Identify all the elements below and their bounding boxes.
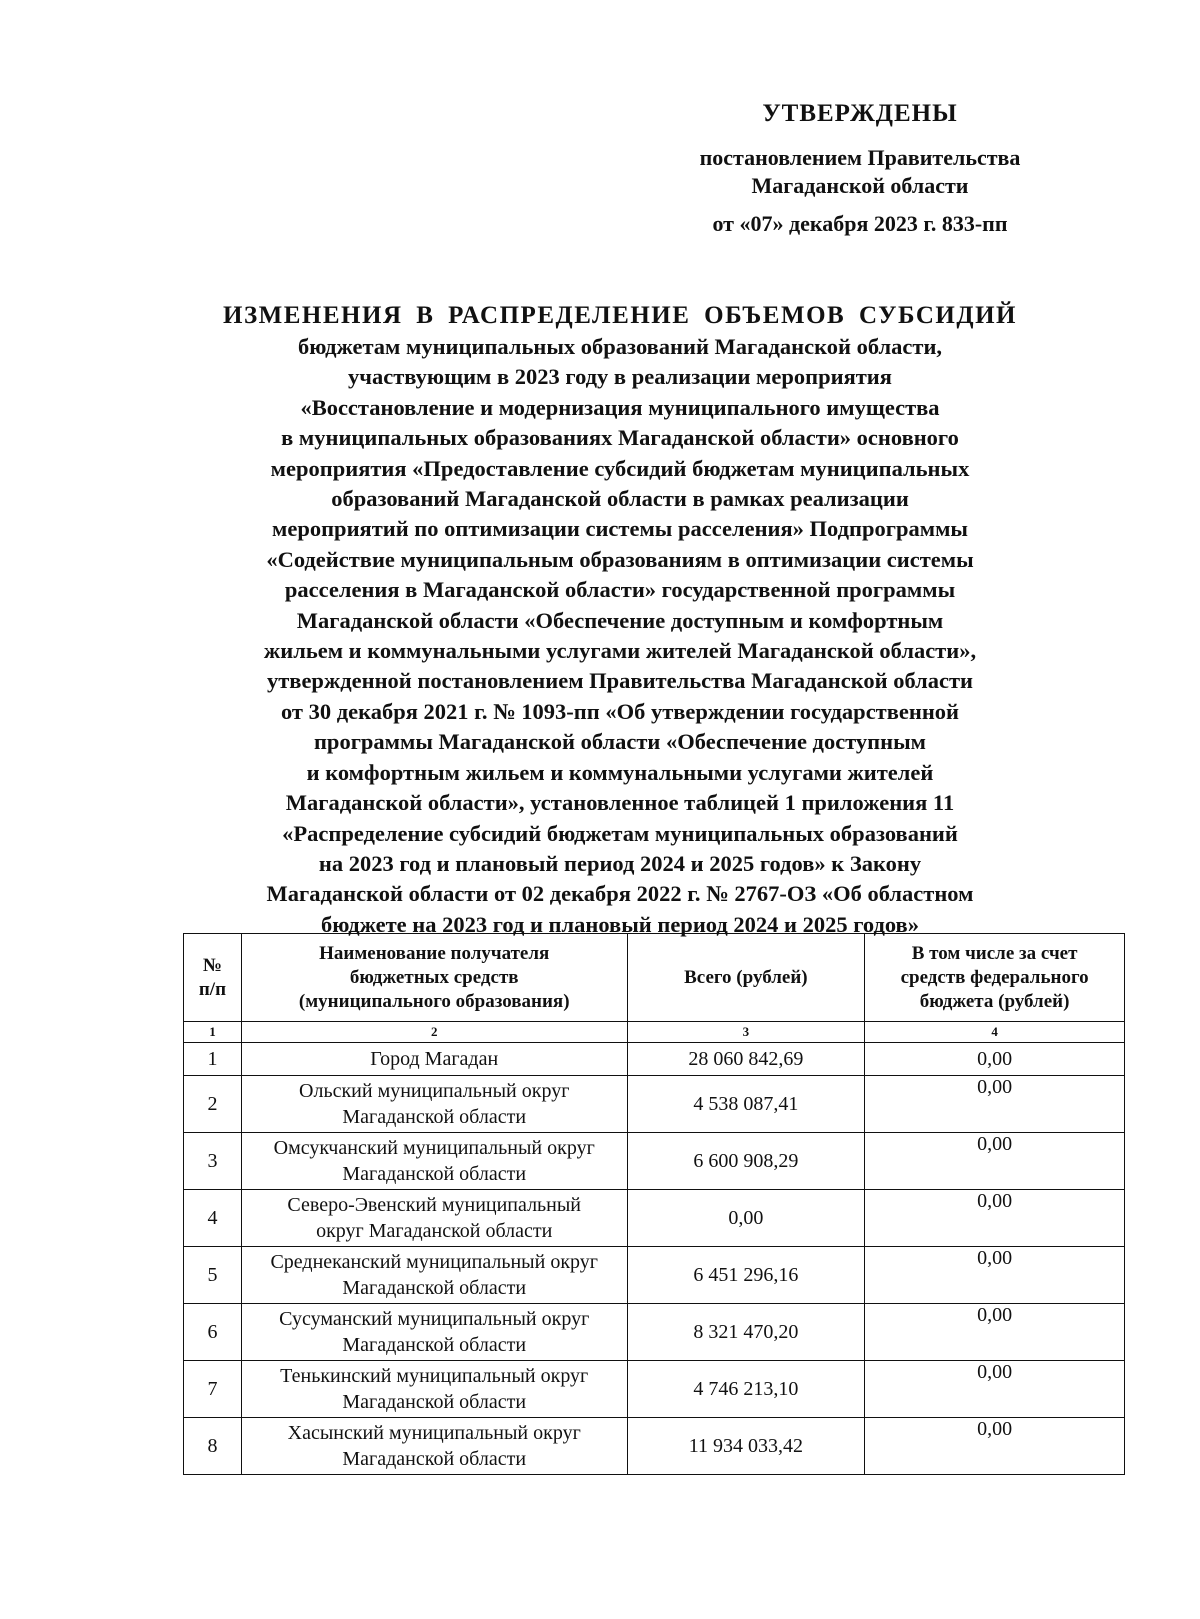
recipient-name-line: Магаданской области — [342, 1106, 527, 1128]
recipient-name-line: Магаданской области — [342, 1448, 527, 1470]
column-number: 1 — [184, 1022, 242, 1043]
subheading-line: Магаданской области от 02 декабря 2022 г. № 2767-ОЗ «Об областном — [266, 881, 974, 907]
recipient-name — [241, 1247, 627, 1304]
row-number: 6 — [184, 1304, 242, 1361]
recipient-name-line: Магаданской области — [342, 1391, 527, 1413]
table-row — [184, 1304, 1125, 1361]
recipient-name-line: Магаданской области — [342, 1163, 527, 1185]
recipient-name — [241, 1043, 627, 1076]
federal-amount: 0,00 — [865, 1247, 1125, 1304]
row-number: 3 — [184, 1133, 242, 1190]
table-row — [184, 1361, 1125, 1418]
subheading-line: участвующим в 2023 году в реализации мероприятия — [348, 364, 892, 390]
row-number: 2 — [184, 1076, 242, 1133]
total-amount: 8 321 470,20 — [627, 1304, 865, 1361]
recipient-name-line: Северо-Эвенский муниципальный — [287, 1194, 582, 1216]
document-subheading — [190, 332, 1050, 940]
subheading-line: «Содействие муниципальным образованиям в оптимизации системы — [266, 546, 974, 572]
federal-amount: 0,00 — [865, 1076, 1125, 1133]
federal-amount: 0,00 — [865, 1190, 1125, 1247]
recipient-name — [241, 1361, 627, 1418]
approval-date: от «07» декабря 2023 г. 833-пп — [712, 211, 1008, 236]
recipient-name — [241, 1190, 627, 1247]
recipient-name-line: Омсукчанский муниципальный округ — [273, 1137, 595, 1159]
recipient-name-line: Магаданской области — [342, 1277, 527, 1299]
total-amount: 4 538 087,41 — [627, 1076, 865, 1133]
subheading-line: от 30 декабря 2021 г. № 1093-пп «Об утверждении государственной — [280, 698, 960, 724]
table-row — [184, 1076, 1125, 1133]
subheading-line: Магаданской области», установленное таблицей 1 приложения 11 — [285, 790, 955, 816]
total-amount: 6 600 908,29 — [627, 1133, 865, 1190]
recipient-name-line: Среднеканский муниципальный округ — [270, 1251, 598, 1273]
header-total: Всего (рублей) — [627, 934, 865, 1022]
header-federal: В том числе за счет средств федерального бюджета (рублей) — [865, 934, 1125, 1022]
approval-line-2: Магаданской области — [751, 173, 969, 198]
subheading-line: бюджете на 2023 год и плановый период 2024 и 2025 годов» — [321, 911, 919, 937]
header-num: № п/п — [184, 934, 242, 1022]
total-amount: 0,00 — [627, 1190, 865, 1247]
row-number: 1 — [184, 1043, 242, 1076]
column-number-row — [184, 1022, 1125, 1043]
subheading-line: утвержденной постановлением Правительства Магаданской области — [266, 668, 974, 694]
recipient-name — [241, 1304, 627, 1361]
total-amount: 11 934 033,42 — [627, 1418, 865, 1475]
subheading-line: «Распределение субсидий бюджетам муниципальных образований — [282, 820, 958, 846]
subheading-line: «Восстановление и модернизация муниципального имущества — [300, 394, 940, 420]
header-name: Наименование получателя бюджетных средств (муниципального образования) — [241, 934, 627, 1022]
table-body — [184, 1043, 1125, 1475]
federal-amount: 0,00 — [865, 1304, 1125, 1361]
column-number: 2 — [241, 1022, 627, 1043]
subheading-line: и комфортным жильем и коммунальными услугами жителей — [306, 759, 934, 785]
total-amount: 4 746 213,10 — [627, 1361, 865, 1418]
recipient-name-line: Тенькинский муниципальный округ — [280, 1365, 589, 1387]
row-number: 7 — [184, 1361, 242, 1418]
table-row — [184, 1418, 1125, 1475]
recipient-name — [241, 1418, 627, 1475]
subheading-line: Магаданской области «Обеспечение доступным и комфортным — [296, 607, 944, 633]
row-number: 5 — [184, 1247, 242, 1304]
row-number: 8 — [184, 1418, 242, 1475]
subheading-line: образований Магаданской области в рамках реализации — [331, 486, 909, 512]
recipient-name-line: округ Магаданской области — [316, 1220, 553, 1242]
subheading-line: расселения в Магаданской области» государственной программы — [284, 577, 956, 603]
recipient-name-line: Город Магадан — [370, 1048, 499, 1070]
approval-block — [640, 100, 1080, 238]
table-header-row — [184, 934, 1125, 1022]
subheading-line: на 2023 год и плановый период 2024 и 2025 годов» к Закону — [318, 850, 922, 876]
table-row — [184, 1043, 1125, 1076]
federal-amount: 0,00 — [865, 1043, 1125, 1076]
subheading-line: бюджетам муниципальных образований Магаданской области, — [297, 334, 943, 359]
approval-title: УТВЕРЖДЕНЫ — [762, 100, 958, 127]
subsidies-table — [183, 933, 1125, 1475]
recipient-name-line: Хасынский муниципальный округ — [287, 1422, 581, 1444]
federal-amount: 0,00 — [865, 1418, 1125, 1475]
recipient-name-line: Сусуманский муниципальный округ — [279, 1308, 590, 1330]
recipient-name-line: Магаданской области — [342, 1334, 527, 1356]
subheading-line: программы Магаданской области «Обеспечение доступным — [313, 729, 927, 755]
table-row — [184, 1190, 1125, 1247]
approval-line-1: постановлением Правительства — [699, 145, 1021, 170]
federal-amount: 0,00 — [865, 1133, 1125, 1190]
subheading-line: мероприятий по оптимизации системы расселения» Подпрограммы — [272, 516, 968, 542]
subheading-line: жильем и коммунальными услугами жителей Магаданской области», — [263, 638, 977, 664]
table-row — [184, 1133, 1125, 1190]
table-row — [184, 1247, 1125, 1304]
recipient-name — [241, 1076, 627, 1133]
recipient-name-line: Ольский муниципальный округ — [299, 1080, 570, 1102]
federal-amount: 0,00 — [865, 1361, 1125, 1418]
column-number: 3 — [627, 1022, 865, 1043]
document-heading: ИЗМЕНЕНИЯ В РАСПРЕДЕЛЕНИЕ ОБЪЕМОВ СУБСИДИЙ — [223, 302, 1017, 329]
row-number: 4 — [184, 1190, 242, 1247]
column-number: 4 — [865, 1022, 1125, 1043]
total-amount: 6 451 296,16 — [627, 1247, 865, 1304]
subheading-line: мероприятия «Предоставление субсидий бюджетам муниципальных — [270, 455, 970, 481]
recipient-name — [241, 1133, 627, 1190]
subheading-line: в муниципальных образованиях Магаданской области» основного — [281, 425, 959, 451]
document-title-block — [190, 300, 1050, 940]
total-amount: 28 060 842,69 — [627, 1043, 865, 1076]
